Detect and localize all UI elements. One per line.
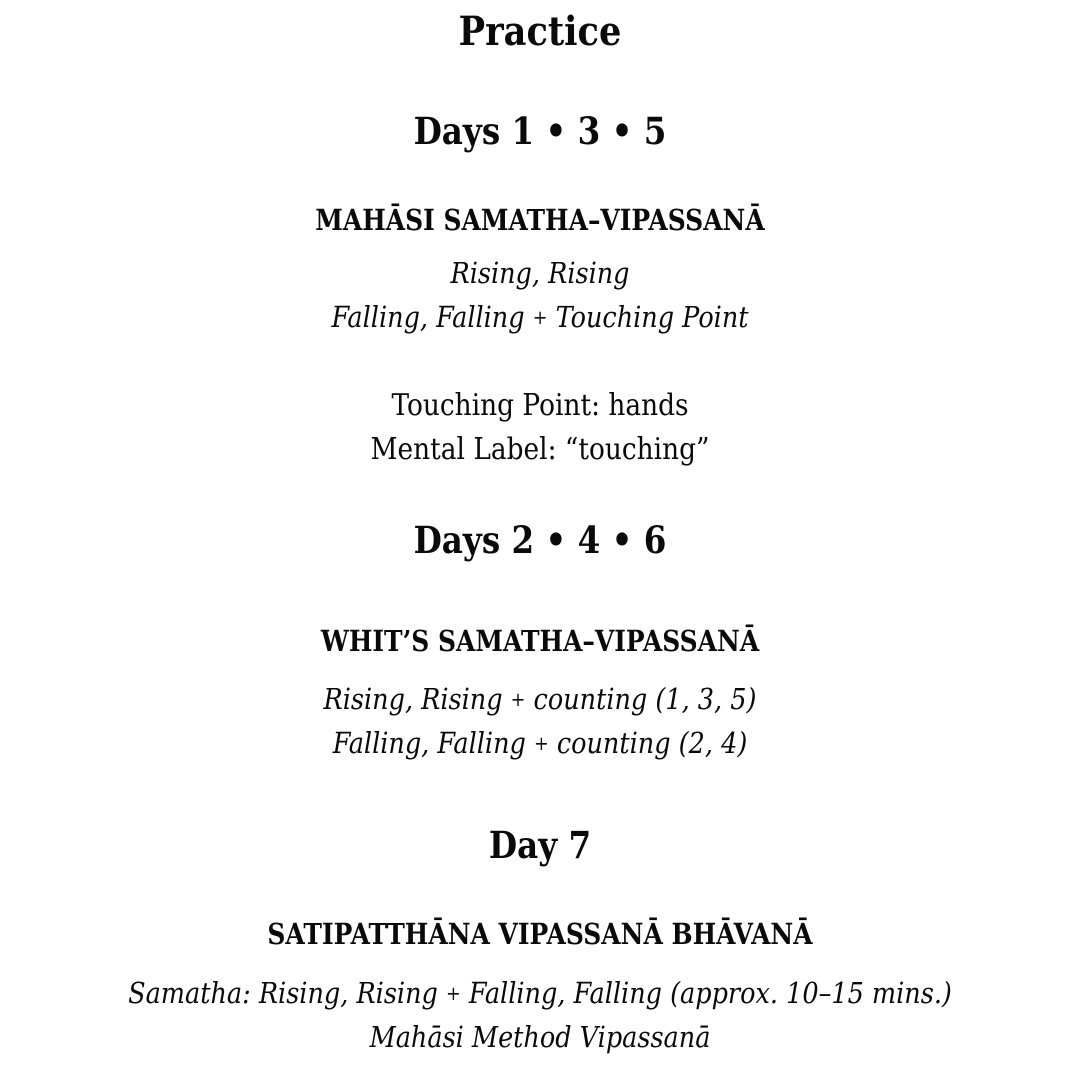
- practice-line-text: counting (2, 4): [556, 726, 748, 760]
- practice-line: [65, 726, 1015, 760]
- practice-line: [65, 976, 1015, 1010]
- day-heading: Days 1 • 3 • 5: [413, 109, 667, 153]
- practice-line-text: Rising, Rising: [450, 256, 630, 290]
- practice-line-text: Rising, Rising: [323, 682, 503, 716]
- practice-line-text: Falling, Falling (approx. 10–15 mins.): [468, 976, 952, 1010]
- practice-line-text: counting (1, 3, 5): [533, 682, 757, 716]
- day-heading: Days 2 • 4 • 6: [413, 518, 667, 562]
- plus-sign: +: [533, 731, 549, 755]
- note-line: Mental Label: “touching”: [370, 432, 710, 467]
- practice-line: [65, 256, 1015, 290]
- note-line: Touching Point: hands: [391, 388, 689, 423]
- practice-line-text: Touching Point: [555, 300, 749, 334]
- page-title: Practice: [458, 8, 622, 55]
- practice-line: [65, 300, 1015, 334]
- practice-line-text: Samatha: Rising, Rising: [128, 976, 438, 1010]
- practice-heading: WHIT’S SAMATHA–VIPASSANĀ: [320, 624, 760, 658]
- plus-sign: +: [532, 305, 548, 329]
- practice-line: [65, 1020, 1015, 1054]
- practice-heading: MAHĀSI SAMATHA–VIPASSANĀ: [315, 203, 765, 237]
- day-heading: Day 7: [488, 823, 592, 867]
- practice-heading: SATIPATTHĀNA VIPASSANĀ BHĀVANĀ: [267, 917, 813, 951]
- plus-sign: +: [510, 687, 526, 711]
- practice-line-text: Mahāsi Method Vipassanā: [369, 1020, 711, 1054]
- practice-line-text: Falling, Falling: [332, 726, 526, 760]
- practice-line-text: Falling, Falling: [331, 300, 525, 334]
- plus-sign: +: [445, 981, 461, 1005]
- practice-line: [65, 682, 1015, 716]
